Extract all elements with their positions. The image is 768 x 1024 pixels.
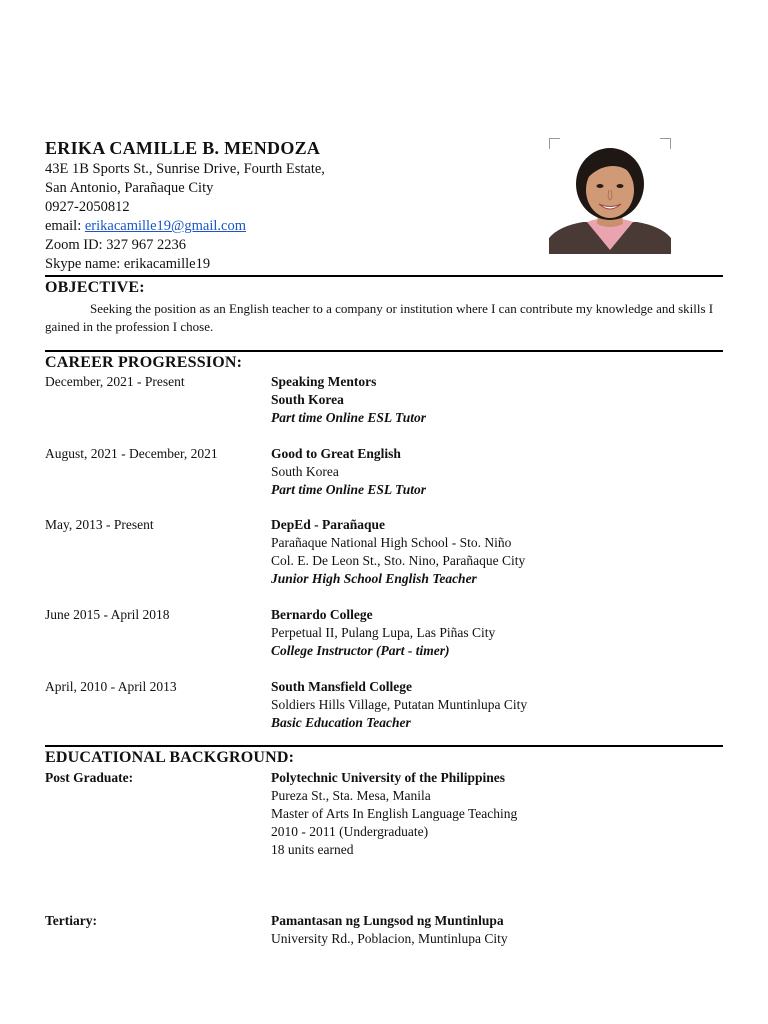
tertiary-address: University Rd., Poblacion, Muntinlupa City xyxy=(271,931,508,946)
post-graduate-degree: Master of Arts In English Language Teaching xyxy=(271,806,518,821)
education-heading: EDUCATIONAL BACKGROUND: xyxy=(45,749,295,766)
career-role: Basic Education Teacher xyxy=(271,715,411,730)
career-entry xyxy=(271,445,426,499)
career-role: Part time Online ESL Tutor xyxy=(271,482,427,497)
post-graduate-label: Post Graduate: xyxy=(45,770,134,785)
career-org: Speaking Mentors xyxy=(271,374,377,389)
skype-name: Skype name: erikacamille19 xyxy=(45,256,211,272)
section-divider-career xyxy=(45,350,723,352)
objective-heading: OBJECTIVE: xyxy=(45,279,145,296)
career-location: Parañaque National High School - Sto. Niño xyxy=(271,535,512,550)
career-role: Part time Online ESL Tutor xyxy=(271,410,427,425)
post-graduate-school: Polytechnic University of the Philippines xyxy=(271,770,505,785)
career-role: Junior High School English Teacher xyxy=(271,571,477,586)
career-entry xyxy=(271,678,527,732)
tertiary-label: Tertiary: xyxy=(45,913,97,928)
post-graduate-years: 2010 - 2011 (Undergraduate) xyxy=(271,824,429,839)
post-graduate-entry xyxy=(271,769,517,859)
career-org: DepEd - Parañaque xyxy=(271,517,386,532)
career-location: South Korea xyxy=(271,392,344,407)
career-entry xyxy=(271,373,426,427)
email-label: email: xyxy=(45,218,85,234)
email-line xyxy=(45,217,325,236)
career-org: Good to Great English xyxy=(271,446,401,461)
section-divider-objective xyxy=(45,275,723,277)
career-date: August, 2021 - December, 2021 xyxy=(45,446,218,461)
address-line-1: 43E 1B Sports St., Sunrise Drive, Fourth Estate, xyxy=(45,161,325,177)
career-heading: CAREER PROGRESSION: xyxy=(45,354,243,371)
contact-block xyxy=(45,160,325,274)
address-line-2: San Antonio, Parañaque City xyxy=(45,180,214,196)
section-divider-education xyxy=(45,745,723,747)
career-role: College Instructor (Part - timer) xyxy=(271,643,450,658)
tertiary-entry xyxy=(271,912,508,948)
post-graduate-units: 18 units earned xyxy=(271,842,354,857)
career-org: Bernardo College xyxy=(271,607,373,622)
career-date: December, 2021 - Present xyxy=(45,374,185,389)
profile-photo xyxy=(549,138,671,254)
career-date: April, 2010 - April 2013 xyxy=(45,679,177,694)
career-location: Perpetual II, Pulang Lupa, Las Piñas City xyxy=(271,625,496,640)
post-graduate-address: Pureza St., Sta. Mesa, Manila xyxy=(271,788,431,803)
career-location: Soldiers Hills Village, Putatan Muntinlupa City xyxy=(271,697,528,712)
career-entry xyxy=(271,516,525,588)
career-address: Col. E. De Leon St., Sto. Nino, Parañaque City xyxy=(271,553,526,568)
applicant-name: ERIKA CAMILLE B. MENDOZA xyxy=(45,138,321,158)
tertiary-school: Pamantasan ng Lungsod ng Muntinlupa xyxy=(271,913,504,928)
career-org: South Mansfield College xyxy=(271,679,413,694)
career-entry xyxy=(271,606,495,660)
objective-text: Seeking the position as an English teacher to a company or institution where I can contribute my knowledge and skills I gained in the profession I chose. xyxy=(45,301,714,334)
career-date: May, 2013 - Present xyxy=(45,517,154,532)
career-date: June 2015 - April 2018 xyxy=(45,607,170,622)
zoom-id: Zoom ID: 327 967 2236 xyxy=(45,237,186,253)
phone-number: 0927-2050812 xyxy=(45,199,130,215)
portrait-illustration xyxy=(549,138,671,254)
career-location: South Korea xyxy=(271,464,339,479)
email-link[interactable]: erikacamille19@gmail.com xyxy=(84,218,246,234)
